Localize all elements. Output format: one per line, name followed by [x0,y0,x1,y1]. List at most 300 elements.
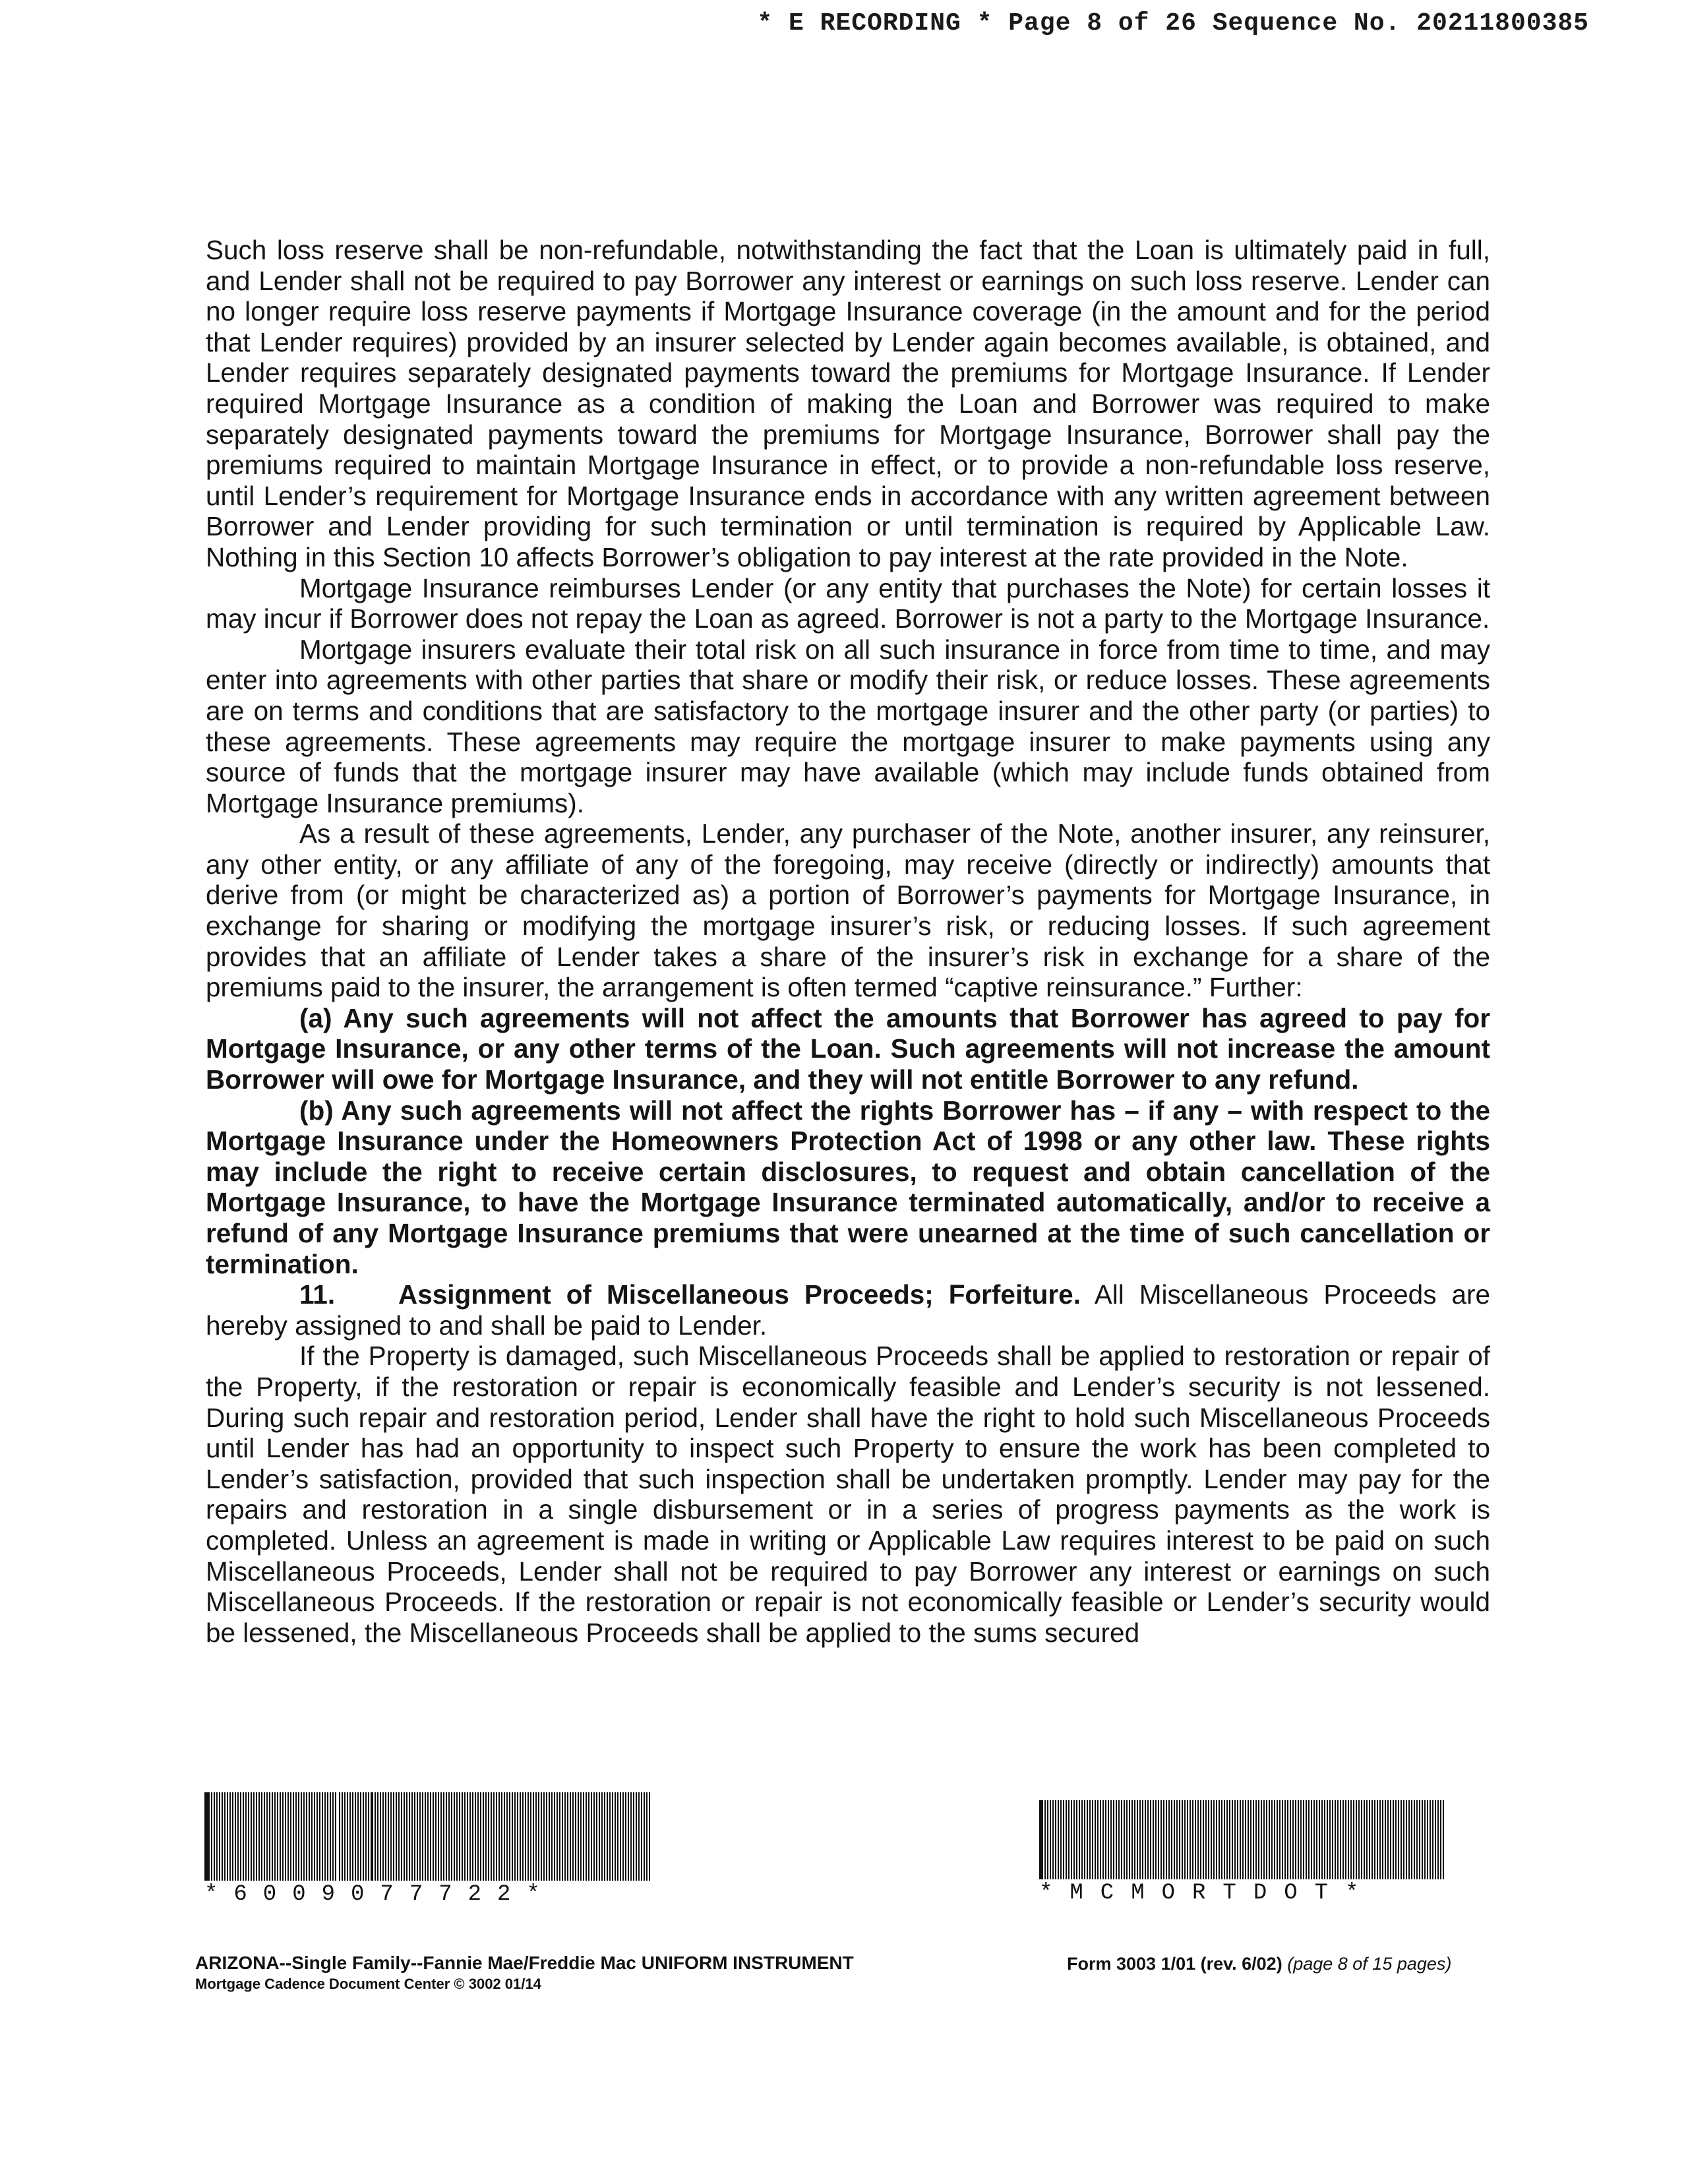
barcode-bar [245,1792,247,1881]
barcode-bar [251,1792,252,1881]
barcode-bar [1385,1800,1386,1879]
barcode-bar [1079,1800,1080,1879]
barcode-bar [498,1792,500,1881]
barcode-bar [235,1792,236,1881]
barcode-bar [1131,1800,1133,1879]
barcode-bar [398,1792,400,1881]
barcode-bar [1182,1800,1183,1879]
barcode-bar [1393,1800,1394,1879]
barcode-bar [1430,1800,1431,1879]
barcode-bar [1353,1800,1354,1879]
barcode-bar [1216,1800,1217,1879]
barcode-bar [1058,1800,1059,1879]
barcode-bar [1416,1800,1418,1879]
barcode-bar [1316,1800,1317,1879]
barcode-bar [224,1792,226,1881]
barcode-bar [1073,1800,1075,1879]
barcode-bar [477,1792,479,1881]
barcode-bar [456,1792,458,1881]
barcode-bar [485,1792,487,1881]
barcode-bar [1118,1800,1120,1879]
barcode-bar [1139,1800,1141,1879]
barcode-bar [636,1792,637,1881]
barcode-bar [303,1792,305,1881]
barcode-bar [1443,1800,1444,1879]
barcode-bar [382,1792,384,1881]
footer-document-center: Mortgage Cadence Document Center © 3002 01/14 [195,1976,541,1992]
barcode-bar [314,1792,315,1881]
barcode-bar [282,1792,284,1881]
barcode-bar [538,1792,539,1881]
barcode-bar [1116,1800,1117,1879]
barcode-bar [1205,1800,1207,1879]
barcode-bar [216,1792,218,1881]
barcode-bar [1358,1800,1360,1879]
barcode-bar [644,1792,645,1881]
barcode-bar [514,1792,516,1881]
paragraph-loss-reserve: Such loss reserve shall be non-refundable, notwithstanding the fact that the Loan is ultimately paid in full, and Lender shall not be required to pay Borrower any interest or earnings on such loss reserve. Lender can no longer require loss reserve payments if Mortgage Insurance coverage (in the amount and for the period that Lender requires) provided by an insurer selected by Lender again becomes available, is obtained, and Lender requires separately designated payments toward the premiums for Mortgage Insurance. If Lender required Mortgage Insurance as a condition of making the Loan and Borrower was required to make separately designated payments toward the premiums for Mortgage Insurance, Borrower shall pay the premiums required to maintain Mortgage Insurance in effect, or to provide a non-refundable loss reserve, until Lender’s requirement for Mortgage Insurance ends in accordance with any written agreement between Borrower and Lender providing for such termination or until termination is required by Applicable Law. Nothing in this Section 10 affects Borrower’s obligation to pay interest at the rate provided in the Note. [206,235,1490,572]
barcode-bar [1269,1800,1270,1879]
barcode-bar [355,1792,356,1881]
barcode-bar [512,1792,513,1881]
paragraph-mi-insurers: Mortgage insurers evaluate their total risk on all such insurance in force from time to time, and may enter into agreements with other parties that share or modify their risk, or reduce losses. These agreements are on terms and conditions that are satisfactory to the mortgage insurer and the other party (or parties) to these agreements. These agreements may require the mortgage insurer to make payments using any source of funds that the mortgage insurer may have available (which may include funds obtained from Mortgage Insurance premiums). [206,634,1490,818]
barcode-bar [475,1792,476,1881]
barcode-bar [625,1792,626,1881]
barcode-bar [1224,1800,1225,1879]
barcode-bar [1313,1800,1315,1879]
barcode-bar [575,1792,576,1881]
barcode-bar [440,1792,442,1881]
barcode-bar [599,1792,600,1881]
barcode-bar [1435,1800,1436,1879]
barcode-bar [1121,1800,1122,1879]
barcode-bar [1129,1800,1130,1879]
barcode-bar [1258,1800,1259,1879]
footer-page-count: (page 8 of 15 pages) [1287,1954,1452,1974]
barcode-bar [1255,1800,1257,1879]
barcode-bar [570,1792,571,1881]
barcode-bar [528,1792,529,1881]
barcode-bar [411,1792,413,1881]
barcode-bar [1369,1800,1370,1879]
barcode-bar [404,1792,405,1881]
barcode-bar [462,1792,463,1881]
barcode-bar [491,1792,492,1881]
barcode-bar [1366,1800,1368,1879]
barcode-bar [1440,1800,1441,1879]
barcode-bar [1419,1800,1420,1879]
barcode-bar [1137,1800,1138,1879]
barcode-bar [1414,1800,1415,1879]
barcode-bar [506,1792,508,1881]
barcode-bar [612,1792,613,1881]
barcode-bar [417,1792,418,1881]
barcode-bar [319,1792,320,1881]
barcode-bar [269,1792,270,1881]
barcode-bar [646,1792,648,1881]
barcode-bar [1335,1800,1336,1879]
barcode-bar [385,1792,386,1881]
barcode-bar [1158,1800,1159,1879]
barcode-bar [609,1792,611,1881]
barcode-bar [554,1792,555,1881]
barcode-bar [1052,1800,1054,1879]
barcode-bar [295,1792,297,1881]
barcode-bar [285,1792,286,1881]
barcode-bar [1150,1800,1151,1879]
barcode-bar [583,1792,584,1881]
barcode-bar [1361,1800,1362,1879]
barcode-bar [1245,1800,1246,1879]
barcode-bar [229,1792,231,1881]
barcode-bar [427,1792,429,1881]
barcode-bar [448,1792,450,1881]
barcode-bar [1406,1800,1407,1879]
barcode-bar [615,1792,616,1881]
barcode-bar [357,1792,359,1881]
barcode-bar [332,1792,334,1881]
barcode-bar [1279,1800,1281,1879]
barcode-bar [1087,1800,1088,1879]
barcode-bar [1039,1800,1043,1879]
barcode-bar [1408,1800,1410,1879]
barcode-bar [1171,1800,1172,1879]
barcode-bar [620,1792,621,1881]
barcode-bar [1221,1800,1222,1879]
barcode-bar [1321,1800,1323,1879]
barcode-bar [628,1792,629,1881]
barcode-bar [522,1792,524,1881]
barcode-bar [1308,1800,1310,1879]
barcode-bar [1108,1800,1109,1879]
barcode-bar [371,1792,373,1881]
barcode-bar [1332,1800,1333,1879]
barcode-bar [1234,1800,1236,1879]
barcode-bar [580,1792,582,1881]
barcode-bar [469,1792,471,1881]
barcode-bar [214,1792,215,1881]
barcode-bar [446,1792,447,1881]
barcode-bar [1372,1800,1373,1879]
barcode-bar [1195,1800,1196,1879]
barcode-bar [1329,1800,1331,1879]
barcode-bar [422,1792,423,1881]
barcode-bar [414,1792,415,1881]
barcode-bar [1163,1800,1164,1879]
barcode-bar [1229,1800,1230,1879]
barcode-bar [1248,1800,1249,1879]
barcode-bar [501,1792,502,1881]
barcode-bar [472,1792,473,1881]
barcode-bar [438,1792,439,1881]
barcode-right [1039,1800,1448,1906]
barcode-left-text: *6009077722* [204,1882,556,1907]
barcode-bar [578,1792,579,1881]
barcode-bar [406,1792,407,1881]
barcode-bar [360,1792,361,1881]
barcode-bar [253,1792,255,1881]
barcode-bar [287,1792,289,1881]
barcode-bar [1240,1800,1241,1879]
barcode-bar [324,1792,326,1881]
barcode-bar [1345,1800,1346,1879]
barcode-bar [1306,1800,1307,1879]
barcode-bar [1092,1800,1093,1879]
barcode-bar [365,1792,367,1881]
barcode-bar [1190,1800,1191,1879]
barcode-bar [1155,1800,1157,1879]
barcode-bar [219,1792,220,1881]
barcode-bar [1411,1800,1412,1879]
barcode-bar [572,1792,574,1881]
barcode-bar [638,1792,640,1881]
barcode-bar [1311,1800,1312,1879]
barcode-bar [1047,1800,1048,1879]
barcode-bar [1060,1800,1062,1879]
barcode-bar [1081,1800,1083,1879]
barcode-bar [1055,1800,1056,1879]
barcode-bar [630,1792,632,1881]
barcode-bar [1290,1800,1291,1879]
barcode-bar [433,1792,434,1881]
barcode-bar [363,1792,364,1881]
barcode-bar [393,1792,394,1881]
barcode-bar [327,1792,328,1881]
section-text: All Miscellaneous Proceeds are hereby assigned to and shall be paid to Lender. [206,1279,1490,1341]
barcode-bar [604,1792,605,1881]
barcode-bar [607,1792,608,1881]
barcode-bar [409,1792,410,1881]
barcode-bar [517,1792,518,1881]
footer-form-number: Form 3003 1/01 (rev. 6/02) [1067,1954,1288,1974]
barcode-bar [1295,1800,1296,1879]
barcode-bar [1319,1800,1320,1879]
barcode-bar [1071,1800,1072,1879]
barcode-bar [551,1792,553,1881]
barcode-bar [1356,1800,1357,1879]
paragraph-agreements-result: As a result of these agreements, Lender, any purchaser of the Note, another insurer, any reinsurer, any other entity, or any affiliate of any of the foregoing, may receive (directly or indirectly) amounts that derive from (or might be characterized as) a portion of Borrower’s payments for Mortgage Insurance, in exchange for sharing or modifying the mortgage insurer’s risk, or reducing losses. If such agreement provides that an affiliate of Lender takes a share of the insurer’s risk in exchange for a share of the premiums paid to the insurer, the arrangement is often termed “captive reinsurance.” Further: [206,818,1490,1003]
barcode-bar [290,1792,291,1881]
barcode-bar [1271,1800,1273,1879]
barcode-bar [622,1792,624,1881]
barcode-bar [1424,1800,1426,1879]
barcode-bar [520,1792,521,1881]
barcode-bar [211,1792,212,1881]
barcode-left [204,1792,653,1907]
barcode-bar [451,1792,452,1881]
barcode-bar [316,1792,318,1881]
barcode-bar [1303,1800,1304,1879]
barcode-bar [1174,1800,1175,1879]
barcode-bar [293,1792,294,1881]
barcode-bar [1153,1800,1154,1879]
barcode-bar [1364,1800,1365,1879]
barcode-bar [1126,1800,1128,1879]
barcode-bar [1282,1800,1283,1879]
barcode-bar [1095,1800,1096,1879]
barcode-bar [1160,1800,1162,1879]
barcode-bar [1298,1800,1299,1879]
barcode-bar [1226,1800,1228,1879]
barcode-bar [335,1792,336,1881]
barcode-bar [633,1792,634,1881]
barcode-bar [1176,1800,1178,1879]
barcode-bar [1237,1800,1238,1879]
barcode-bar [1242,1800,1244,1879]
barcode-bar [1253,1800,1254,1879]
barcode-bar [1277,1800,1278,1879]
barcode-bar [344,1792,346,1881]
barcode-bar [1044,1800,1046,1879]
barcode-bar [266,1792,268,1881]
barcode-bar [1300,1800,1302,1879]
barcode-bar [1084,1800,1085,1879]
barcode-bar [256,1792,257,1881]
barcode-bar [380,1792,381,1881]
barcode-bar [586,1792,587,1881]
barcode-bar [488,1792,489,1881]
barcode-bar [1076,1800,1077,1879]
barcode-bar [1340,1800,1341,1879]
paragraph-clause-a: (a) Any such agreements will not affect the amounts that Borrower has agreed to pay for Mortgage Insurance, or any other terms of the Loan. Such agreements will not increase the amount Borrower will owe for Mortgage Insurance, and they will not entitle Borrower to any refund. [206,1002,1490,1095]
barcode-bar [1337,1800,1339,1879]
barcode-bar [541,1792,542,1881]
barcode-bar [375,1792,376,1881]
barcode-bar [347,1792,348,1881]
paragraph-clause-b: (b) Any such agreements will not affect the rights Borrower has – if any – with respect to the Mortgage Insurance under the Homeowners Protection Act of 1998 or any other law. These rights may include the right to receive certain disclosures, to request and obtain cancellation of the Mortgage Insurance, to have the Mortgage Insurance terminated automatically, and/or to receive a refund of any Mortgage Insurance premiums that were unearned at the time of such cancellation or termination. [206,1095,1490,1279]
barcode-bar [309,1792,310,1881]
barcode-bar [454,1792,455,1881]
barcode-bar [272,1792,273,1881]
barcode-bar [311,1792,313,1881]
barcode-bar [1401,1800,1402,1879]
barcode-bar [1110,1800,1112,1879]
barcode-bar [401,1792,402,1881]
barcode-bar [546,1792,547,1881]
barcode-bar [1422,1800,1423,1879]
barcode-bar [1284,1800,1286,1879]
barcode-bar [1427,1800,1428,1879]
barcode-bar [543,1792,545,1881]
barcode-bar [1261,1800,1262,1879]
barcode-right-bars [1039,1800,1448,1879]
barcode-bar [1166,1800,1167,1879]
barcode-bar [483,1792,484,1881]
barcode-bar [1232,1800,1233,1879]
barcode-bar [1395,1800,1397,1879]
barcode-bar [562,1792,563,1881]
barcode-bar [1100,1800,1101,1879]
barcode-bar [227,1792,228,1881]
barcode-bar [1192,1800,1193,1879]
barcode-bar [567,1792,568,1881]
barcode-bar [504,1792,505,1881]
barcode-bar [280,1792,281,1881]
barcode-bar [1208,1800,1209,1879]
barcode-bar [430,1792,431,1881]
barcode-bar [1350,1800,1352,1879]
barcode-bar [617,1792,618,1881]
barcode-bar [591,1792,592,1881]
barcode-bar [1068,1800,1070,1879]
barcode-bar [509,1792,510,1881]
barcode-bar [264,1792,265,1881]
barcode-bar [298,1792,299,1881]
barcode-bar [1398,1800,1399,1879]
barcode-bar [1263,1800,1265,1879]
barcode-bar [1097,1800,1099,1879]
barcode-bar [1292,1800,1294,1879]
barcode-bar [1348,1800,1349,1879]
barcode-bar [274,1792,276,1881]
barcode-bar [1382,1800,1383,1879]
barcode-bar [330,1792,331,1881]
document-body [206,235,1490,1648]
barcode-bar [301,1792,302,1881]
barcode-bar [435,1792,437,1881]
footer-right [1067,1953,1451,1974]
barcode-bar [559,1792,560,1881]
recording-header: * E RECORDING * Page 8 of 26 Sequence No. 20211800385 [757,9,1589,38]
barcode-bar [248,1792,249,1881]
barcode-bar [530,1792,531,1881]
barcode-bar [641,1792,642,1881]
paragraph-mi-reimburses: Mortgage Insurance reimburses Lender (or any entity that purchases the Note) for certain losses it may incur if Borrower does not repay the Loan as agreed. Borrower is not a party to the Mortgage Insurance. [206,572,1490,634]
section-number: 11. [299,1279,336,1310]
barcode-bar [261,1792,262,1881]
barcode-bar [1142,1800,1143,1879]
barcode-bar [1102,1800,1104,1879]
barcode-bar [1403,1800,1404,1879]
barcode-bar [459,1792,460,1881]
barcode-bar [1066,1800,1067,1879]
barcode-bar [349,1792,351,1881]
barcode-bar [1147,1800,1149,1879]
barcode-bar [396,1792,397,1881]
barcode-bar [306,1792,307,1881]
barcode-bar [1266,1800,1267,1879]
barcode-bar [1203,1800,1204,1879]
barcode-bar [1432,1800,1433,1879]
barcode-bar [1124,1800,1125,1879]
footer-left [195,1952,854,1994]
barcode-bar [342,1792,343,1881]
barcode-bar [1390,1800,1391,1879]
barcode-bar [1050,1800,1051,1879]
barcode-bar [1179,1800,1180,1879]
barcode-bar [467,1792,468,1881]
paragraph-property-damaged: If the Property is damaged, such Miscellaneous Proceeds shall be applied to restoration or repair of the Property, if the restoration or repair is economically feasible and Lender’s security is not lessened. During such repair and restoration period, Lender shall have the right to hold such Miscellaneous Proceeds until Lender has had an opportunity to inspect such Property to ensure the work has been completed to Lender’s satisfaction, provided that such inspection shall be undertaken promptly. Lender may pay for the repairs and restoration in a single disbursement or in a series of progress payments as the work is completed. Unless an agreement is made in writing or Applicable Law requires interest to be paid on such Miscellaneous Proceeds, Lender shall not be required to pay Borrower any interest or earnings on such Miscellaneous Proceeds. If the restoration or repair is not economically feasible or Lender’s security would be lessened, the Miscellaneous Proceeds shall be applied to the sums secured [206,1341,1490,1648]
section-title: Assignment of Miscellaneous Proceeds; Forfeiture. [398,1279,1081,1310]
barcode-bar [419,1792,421,1881]
barcode-bar [1187,1800,1188,1879]
barcode-bar [535,1792,537,1881]
barcode-bar [464,1792,466,1881]
barcode-bar [480,1792,481,1881]
barcode-bar [258,1792,260,1881]
barcode-bar [1437,1800,1439,1879]
barcode-bar [1134,1800,1135,1879]
barcode-bar [1374,1800,1375,1879]
barcode-bar [1377,1800,1378,1879]
barcode-bar [1089,1800,1091,1879]
barcode-bar [232,1792,233,1881]
barcode-bar [525,1792,526,1881]
barcode-bar [1213,1800,1215,1879]
barcode-bar [649,1792,650,1881]
barcode-bar [1342,1800,1344,1879]
barcode-bar [339,1792,340,1881]
